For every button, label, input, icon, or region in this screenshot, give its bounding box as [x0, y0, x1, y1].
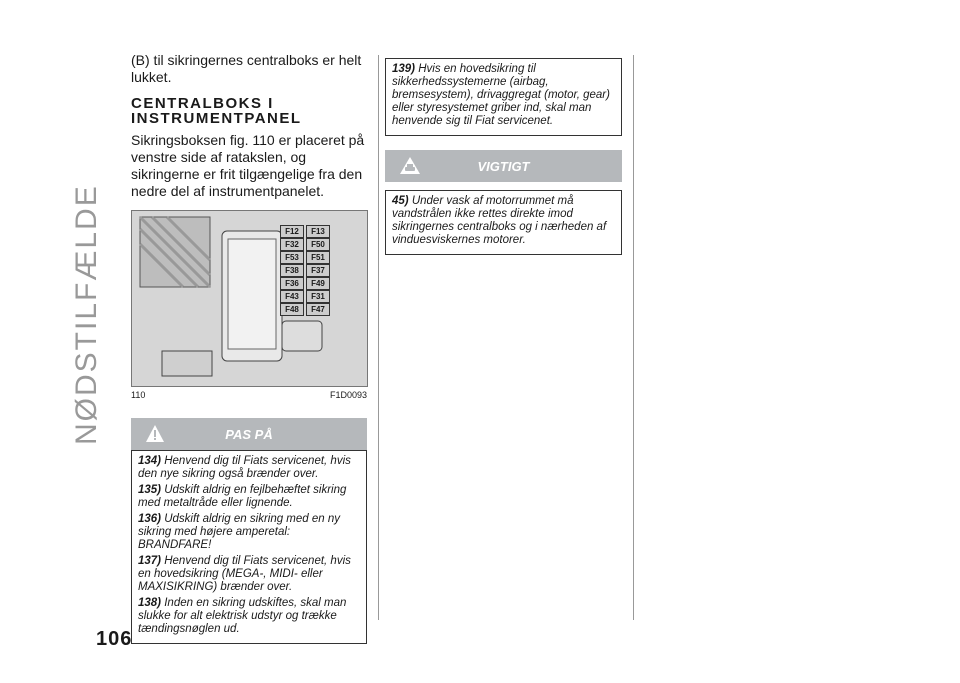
heading-line-2: INSTRUMENTPANEL [131, 110, 302, 127]
warning-item [138, 513, 360, 552]
column-divider-right [633, 55, 634, 620]
warning-number: 134) [138, 455, 162, 467]
note-box [385, 58, 622, 136]
warning-title: PAS PÅ [225, 427, 273, 442]
heading-line-1: CENTRALBOKS I [131, 95, 274, 112]
warning-number: 135) [138, 484, 162, 496]
fuse-box-figure [131, 210, 368, 387]
warning-item [138, 455, 360, 481]
warning-number: 137) [138, 555, 162, 567]
fuse-label: F51 [306, 251, 330, 264]
fuse-label: F12 [280, 225, 304, 238]
fuse-label: F36 [280, 277, 304, 290]
section-heading [131, 96, 367, 126]
section-side-title [70, 184, 120, 445]
fuse-label: F37 [306, 264, 330, 277]
fuse-label: F38 [280, 264, 304, 277]
figure-caption [131, 390, 367, 400]
fuse-label: F53 [280, 251, 304, 264]
important-number: 45) [392, 195, 409, 207]
fuse-label: F48 [280, 303, 304, 316]
warning-box [131, 450, 367, 644]
warning-text: Henvend dig til Fiats servicenet, hvis en hovedsikring (MEGA-, MIDI- eller MAXISIKRING) brænder over. [138, 555, 351, 593]
intro-text: (B) til sikringernes centralboks er helt lukket. [131, 52, 362, 85]
fuse-label: F47 [306, 303, 330, 316]
note-number: 139) [392, 63, 416, 75]
right-column [385, 58, 622, 255]
note-item [392, 63, 615, 128]
fuse-box-illustration [132, 211, 367, 386]
warning-item [138, 597, 360, 636]
warning-number: 136) [138, 513, 162, 525]
fuse-label: F31 [306, 290, 330, 303]
fuse-label: F13 [306, 225, 330, 238]
warning-text: Henvend dig til Fiats servicenet, hvis den nye sikring også brænder over. [138, 455, 351, 480]
warning-number: 138) [138, 597, 162, 609]
side-title-text: NØDSTILFÆLDE [70, 184, 103, 445]
section-paragraph: Sikringsboksen fig. 110 er placeret på venstre side af ratakslen, og sikringerne er frit tilgængelige fra den nedre del af instrumentpanelet. [131, 132, 365, 199]
figure-number: 110 [131, 390, 146, 400]
page-number: 106 [96, 628, 133, 650]
warning-item [138, 484, 360, 510]
warning-header [131, 418, 367, 450]
warning-item [138, 555, 360, 594]
fuse-label: F32 [280, 238, 304, 251]
left-column [131, 52, 367, 644]
warning-text: Udskift aldrig en fejlbehæftet sikring med metaltråde eller lignende. [138, 484, 347, 509]
important-box [385, 190, 622, 255]
warning-text: Udskift aldrig en sikring med en ny sikring med højere amperetal: BRANDFARE! [138, 513, 341, 551]
fuse-label: F43 [280, 290, 304, 303]
figure-code: F1D0093 [329, 390, 367, 400]
note-text: Hvis en hovedsikring til sikkerhedssystemerne (airbag, bremsesystem), drivaggregat (motor, gear) eller styresystemet griber ind, skal man henvende sig til Fiat servicenet. [392, 63, 610, 127]
important-title: VIGTIGT [477, 159, 530, 174]
warning-text: Inden en sikring udskiftes, skal man slukke for alt elektrisk udstyr og trække tændingsnøglen ud. [138, 597, 347, 635]
important-text: Under vask af motorrummet må vandstrålen ikke rettes direkte imod sikringernes centralboks og i nærheden af vinduesviskernes motorer. [392, 195, 607, 246]
fuse-label: F49 [306, 277, 330, 290]
important-header [385, 150, 622, 182]
important-item [392, 195, 615, 247]
fuse-label: F50 [306, 238, 330, 251]
column-divider [378, 55, 379, 620]
